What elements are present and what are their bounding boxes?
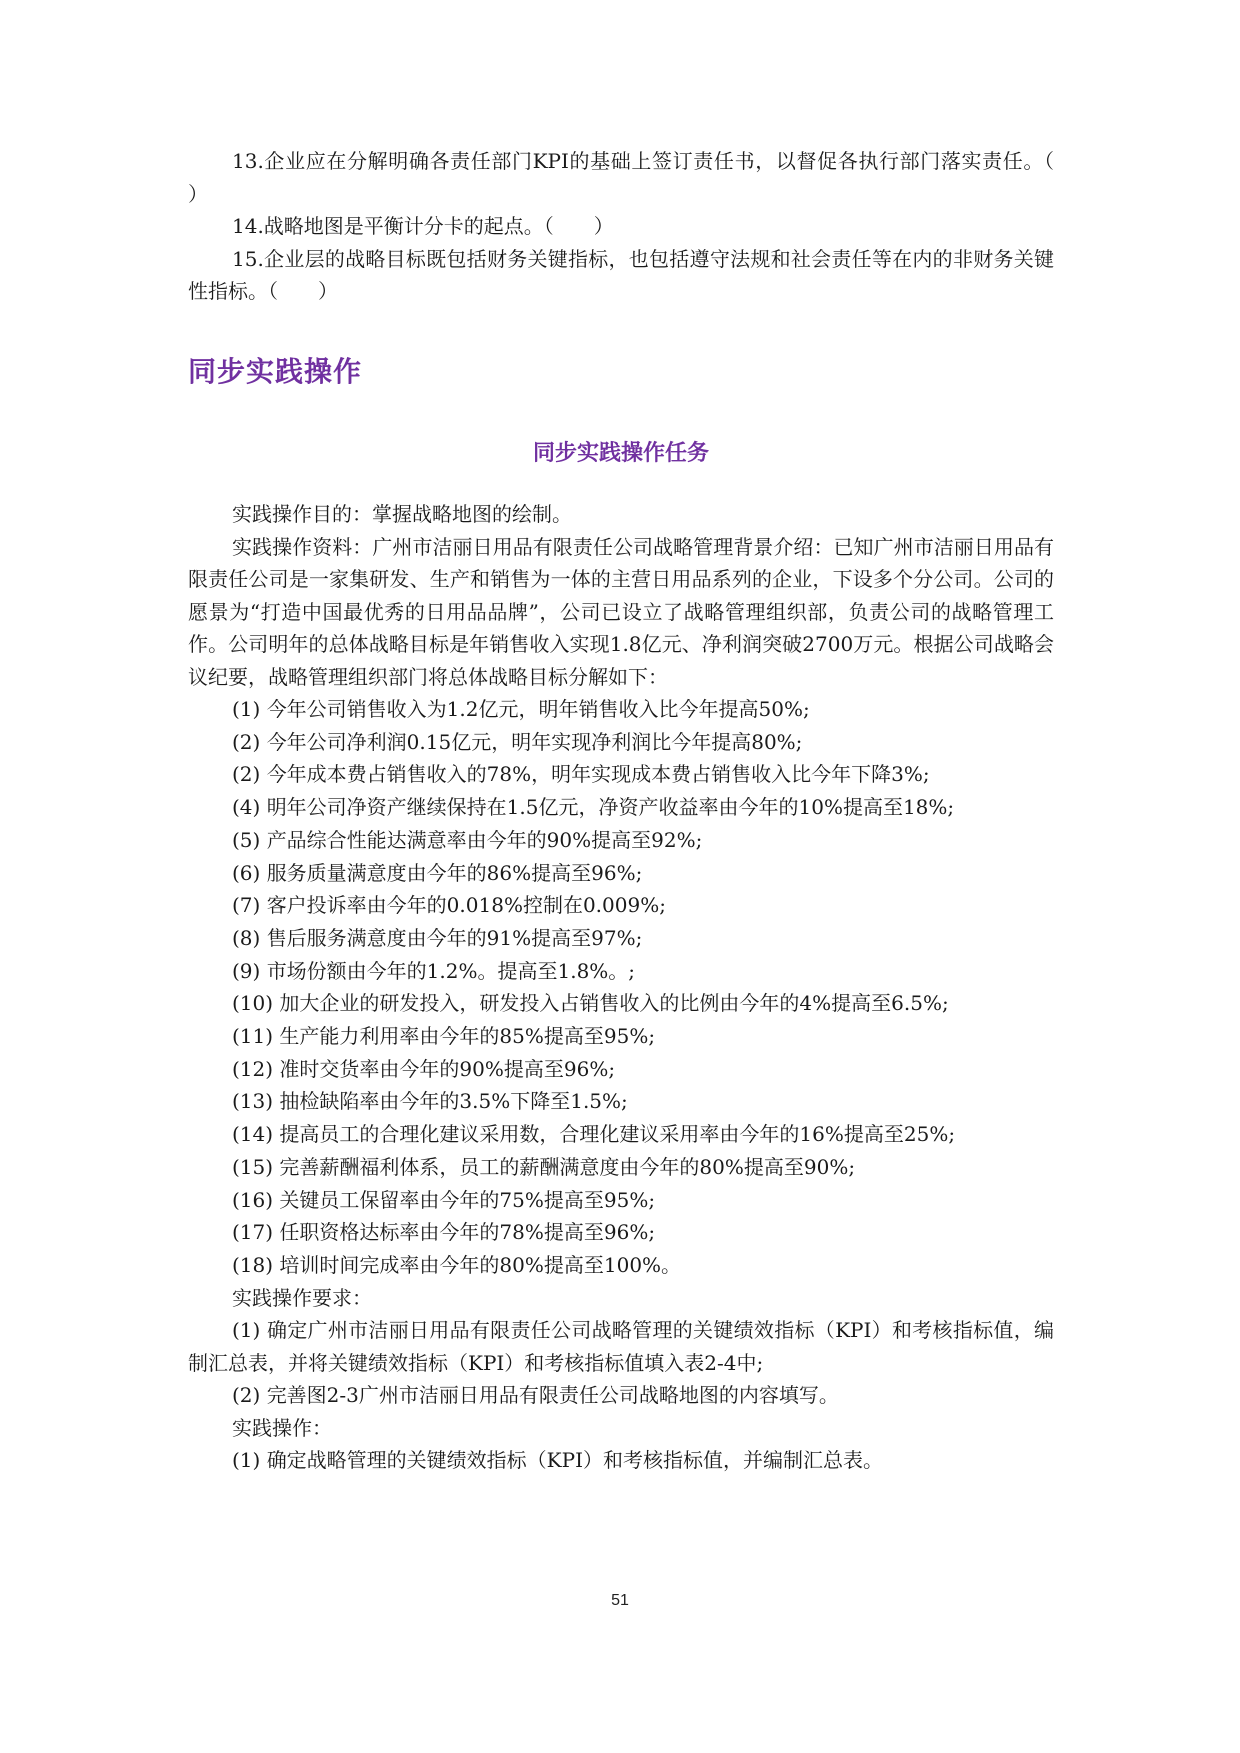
requirement-item: (2) 完善图2-3广州市洁丽日用品有限责任公司战略地图的内容填写。: [232, 1383, 839, 1408]
goal-item: (6) 服务质量满意度由今年的86%提高至96%;: [232, 860, 643, 885]
goal-item: (1) 今年公司销售收入为1.2亿元，明年销售收入比今年提高50%;: [232, 697, 810, 721]
goal-item: (16) 关键员工保留率由今年的75%提高至95%;: [232, 1187, 656, 1212]
goal-item: (15) 完善薪酬福利体系，员工的薪酬满意度由今年的80%提高至90%;: [232, 1154, 856, 1179]
practice-purpose: 实践操作目的：掌握战略地图的绘制。: [232, 502, 572, 526]
operation-label: 实践操作：: [232, 1415, 332, 1440]
goal-item: (2) 今年公司净利润0.15亿元，明年实现净利润比今年提高80%;: [232, 729, 803, 754]
goal-item: (4) 明年公司净资产继续保持在1.5亿元，净资产收益率由今年的10%提高至18%;: [232, 795, 955, 820]
quiz-item-15: 15.企业层的战略目标既包括财务关键指标，也包括遵守法规和社会责任等在内的非财务关键性指标。（ ）: [188, 246, 1054, 303]
goal-item: (13) 抽检缺陷率由今年的3.5%下降至1.5%;: [232, 1089, 628, 1114]
requirement-item: (1) 确定广州市洁丽日用品有限责任公司战略管理的关键绩效指标（KPI）和考核指标值，编制汇总表，并将关键绩效指标（KPI）和考核指标值填入表2-4中;: [188, 1318, 1054, 1375]
requirements-label: 实践操作要求：: [232, 1285, 372, 1310]
practice-materials: 实践操作资料：广州市洁丽日用品有限责任公司战略管理背景介绍：已知广州市洁丽日用品有限责任公司是一家集研发、生产和销售为一体的主营日用品系列的企业，下设多个分公司。公司的愿景为“打造中国最优秀的日用品品牌”，公司已设立了战略管理组织部，负责公司的战略管理工作。公司明年的总体战略目标是年销售收入实现1.8亿元、净利润突破2700万元。根据公司战略会议纪要，战略管理组织部门将总体战略目标分解如下：: [188, 534, 1054, 689]
goal-item: (5) 产品综合性能达满意率由今年的90%提高至92%;: [232, 827, 703, 852]
practice-content: [188, 498, 1054, 1477]
goals-list: [188, 693, 1054, 1282]
goal-item: (9) 市场份额由今年的1.2%。提高至1.8%。;: [232, 958, 636, 983]
task-title: 同步实践操作任务: [532, 441, 709, 466]
goal-item: (12) 准时交货率由今年的90%提高至96%;: [232, 1056, 616, 1081]
goal-item: (14) 提高员工的合理化建议采用数，合理化建议采用率由今年的16%提高至25%;: [232, 1122, 956, 1147]
quiz-item-13: 13.企业应在分解明确各责任部门KPI的基础上签订责任书，以督促各执行部门落实责任。（ ）: [188, 149, 1094, 206]
goal-item: (11) 生产能力利用率由今年的85%提高至95%;: [232, 1024, 656, 1049]
goal-item: (2) 今年成本费占销售收入的78%，明年实现成本费占销售收入比今年下降3%;: [232, 762, 930, 787]
goal-item: (8) 售后服务满意度由今年的91%提高至97%;: [232, 925, 643, 950]
goal-item: (17) 任职资格达标率由今年的78%提高至96%;: [232, 1220, 656, 1245]
quiz-section: [188, 145, 1094, 308]
section-heading: 同步实践操作: [188, 355, 363, 388]
operation-step: (1) 确定战略管理的关键绩效指标（KPI）和考核指标值，并编制汇总表。: [232, 1448, 883, 1473]
goal-item: (10) 加大企业的研发投入，研发投入占销售收入的比例由今年的4%提高至6.5%;: [232, 991, 949, 1016]
page-number: 51: [611, 1592, 629, 1609]
goal-item: (18) 培训时间完成率由今年的80%提高至100%。: [232, 1252, 682, 1277]
quiz-item-14: 14.战略地图是平衡计分卡的起点。（ ）: [232, 214, 614, 238]
goal-item: (7) 客户投诉率由今年的0.018%控制在0.009%;: [232, 893, 666, 918]
